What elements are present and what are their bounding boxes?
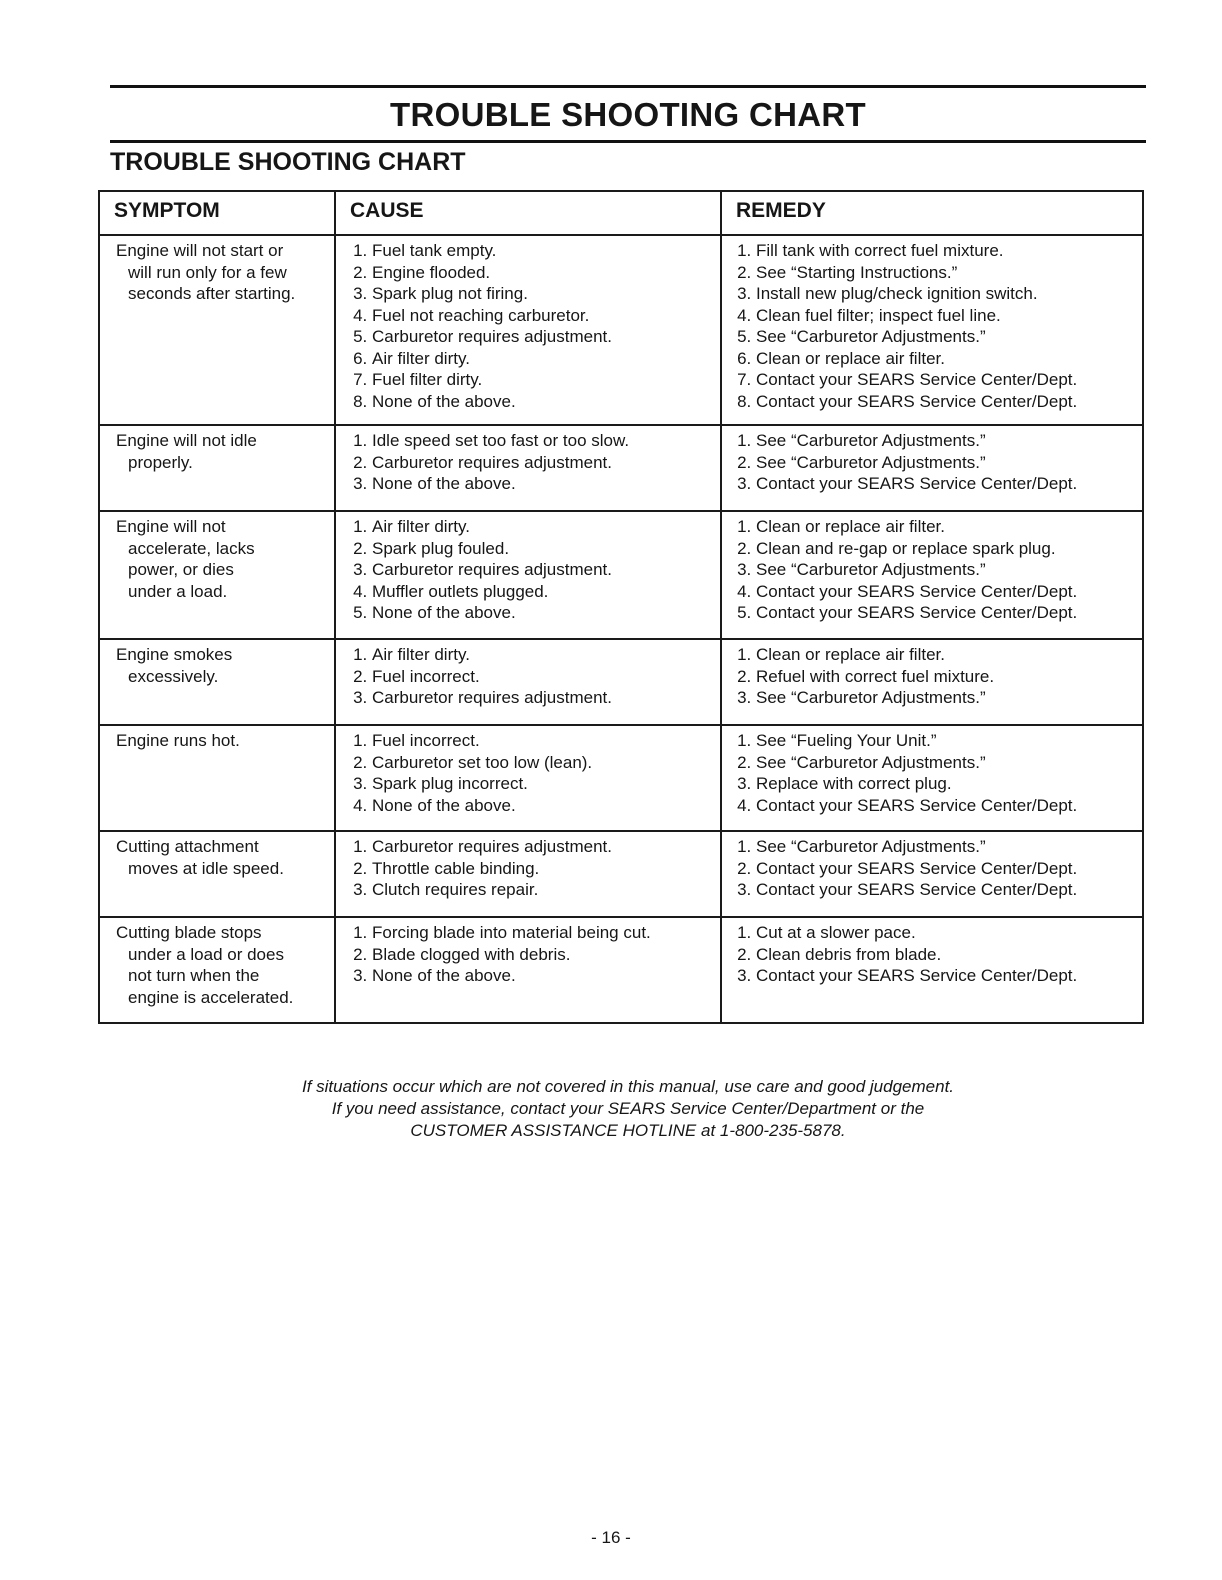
- cause-item: 3. Clutch requires repair.: [372, 879, 714, 901]
- table-header-row: [99, 191, 1143, 235]
- symptom-line: Cutting blade stops: [116, 923, 262, 942]
- remedy-item: 1. Fill tank with correct fuel mixture.: [756, 240, 1136, 262]
- cause-item: 1. Carburetor requires adjustment.: [372, 836, 714, 858]
- cause-item: 4. Muffler outlets plugged.: [372, 581, 714, 603]
- page-number: - 16 -: [591, 1528, 631, 1547]
- cause-item: 1. Fuel tank empty.: [372, 240, 714, 262]
- symptom-line: moves at idle speed.: [128, 858, 284, 878]
- remedy-item: 3. Install new plug/check ignition switch.: [756, 283, 1136, 305]
- remedy-item: 3. Replace with correct plug.: [756, 773, 1136, 795]
- remedy-item: 5. Contact your SEARS Service Center/Dept.: [756, 602, 1136, 624]
- footer-line: CUSTOMER ASSISTANCE HOTLINE at 1-800-235-5878.: [410, 1121, 846, 1140]
- cause-cell-list: [348, 836, 714, 901]
- cause-item: 2. Spark plug fouled.: [372, 538, 714, 560]
- cause-cell: [335, 917, 721, 1023]
- symptom-cell: [99, 511, 335, 639]
- header-remedy: REMEDY: [721, 191, 1143, 235]
- remedy-item: 2. See “Carburetor Adjustments.”: [756, 752, 1136, 774]
- cause-item: 2. Engine flooded.: [372, 262, 714, 284]
- cause-cell: [335, 831, 721, 917]
- cause-item: 3. Spark plug incorrect.: [372, 773, 714, 795]
- header-symptom: SYMPTOM: [99, 191, 335, 235]
- cause-item: 7. Fuel filter dirty.: [372, 369, 714, 391]
- table-row: [99, 831, 1143, 917]
- remedy-cell: [721, 235, 1143, 425]
- symptom-line: power, or dies: [128, 560, 234, 579]
- remedy-item: 1. See “Carburetor Adjustments.”: [756, 836, 1136, 858]
- remedy-cell: [721, 425, 1143, 511]
- cause-item: 2. Throttle cable binding.: [372, 858, 714, 880]
- cause-item: 1. Fuel incorrect.: [372, 730, 714, 752]
- cause-cell-list: [348, 644, 714, 709]
- top-rule: [110, 85, 1146, 88]
- remedy-item: 2. Clean debris from blade.: [756, 944, 1136, 966]
- symptom-cell: [99, 639, 335, 725]
- symptom-line: Engine will not start or: [116, 241, 284, 260]
- remedy-item: 3. Contact your SEARS Service Center/Dept.: [756, 965, 1136, 987]
- header-cause: CAUSE: [335, 191, 721, 235]
- cause-cell: [335, 725, 721, 831]
- section-title: TROUBLE SHOOTING CHART: [110, 148, 466, 176]
- symptom-line: Engine will not: [116, 517, 226, 536]
- symptom-line: properly.: [128, 452, 193, 472]
- footer-line: If situations occur which are not covered in this manual, use care and good judgement.: [301, 1077, 955, 1096]
- table-row: [99, 235, 1143, 425]
- remedy-cell: [721, 639, 1143, 725]
- cause-item: 1. Idle speed set too fast or too slow.: [372, 430, 714, 452]
- cause-item: 2. Carburetor requires adjustment.: [372, 452, 714, 474]
- cause-cell: [335, 511, 721, 639]
- cause-item: 2. Carburetor set too low (lean).: [372, 752, 714, 774]
- symptom-line: will run only for a few: [128, 262, 287, 282]
- remedy-item: 2. Contact your SEARS Service Center/Dept.: [756, 858, 1136, 880]
- cause-cell-list: [348, 730, 714, 816]
- cause-cell: [335, 235, 721, 425]
- symptom-cell: [99, 425, 335, 511]
- remedy-item: 7. Contact your SEARS Service Center/Dept.: [756, 369, 1136, 391]
- cause-item: 3. Carburetor requires adjustment.: [372, 559, 714, 581]
- cause-cell-list: [348, 516, 714, 624]
- remedy-cell: [721, 725, 1143, 831]
- remedy-item: 2. See “Carburetor Adjustments.”: [756, 452, 1136, 474]
- remedy-cell-list: [732, 430, 1136, 495]
- symptom-line: excessively.: [128, 666, 219, 686]
- symptom-line: under a load or does: [128, 944, 284, 964]
- cause-item: 4. None of the above.: [372, 795, 714, 817]
- symptom-cell: [99, 235, 335, 425]
- symptom-line: Engine runs hot.: [116, 731, 240, 750]
- table-body: [99, 235, 1143, 1023]
- cause-item: 6. Air filter dirty.: [372, 348, 714, 370]
- symptom-line: not turn when the: [128, 966, 260, 985]
- remedy-item: 1. Clean or replace air filter.: [756, 644, 1136, 666]
- cause-item: 4. Fuel not reaching carburetor.: [372, 305, 714, 327]
- symptom-line: Engine will not idle: [116, 431, 257, 450]
- remedy-cell-list: [732, 240, 1136, 412]
- cause-cell: [335, 425, 721, 511]
- remedy-item: 1. See “Fueling Your Unit.”: [756, 730, 1136, 752]
- remedy-item: 8. Contact your SEARS Service Center/Dept.: [756, 391, 1136, 413]
- table-row: [99, 917, 1143, 1023]
- cause-cell-list: [348, 430, 714, 495]
- remedy-item: 1. See “Carburetor Adjustments.”: [756, 430, 1136, 452]
- remedy-item: 3. Contact your SEARS Service Center/Dept.: [756, 473, 1136, 495]
- remedy-item: 6. Clean or replace air filter.: [756, 348, 1136, 370]
- remedy-item: 3. See “Carburetor Adjustments.”: [756, 687, 1136, 709]
- title-underline-rule: [110, 140, 1146, 143]
- cause-item: 3. Carburetor requires adjustment.: [372, 687, 714, 709]
- page-title: TROUBLE SHOOTING CHART: [390, 96, 866, 133]
- cause-item: 3. None of the above.: [372, 965, 714, 987]
- cause-item: 1. Air filter dirty.: [372, 644, 714, 666]
- cause-cell: [335, 639, 721, 725]
- remedy-cell-list: [732, 516, 1136, 624]
- footer-line: If you need assistance, contact your SEARS Service Center/Department or the: [331, 1099, 925, 1118]
- cause-item: 5. None of the above.: [372, 602, 714, 624]
- symptom-cell: [99, 917, 335, 1023]
- remedy-item: 4. Clean fuel filter; inspect fuel line.: [756, 305, 1136, 327]
- footer-note: [110, 1076, 1146, 1142]
- table-row: [99, 425, 1143, 511]
- cause-item: 5. Carburetor requires adjustment.: [372, 326, 714, 348]
- symptom-line: engine is accelerated.: [128, 987, 294, 1007]
- remedy-item: 4. Contact your SEARS Service Center/Dept.: [756, 581, 1136, 603]
- cause-item: 3. Spark plug not firing.: [372, 283, 714, 305]
- cause-item: 8. None of the above.: [372, 391, 714, 413]
- symptom-cell: [99, 725, 335, 831]
- remedy-item: 2. See “Starting Instructions.”: [756, 262, 1136, 284]
- remedy-item: 3. See “Carburetor Adjustments.”: [756, 559, 1136, 581]
- symptom-line: accelerate, lacks: [128, 538, 255, 558]
- remedy-cell: [721, 831, 1143, 917]
- table-row: [99, 639, 1143, 725]
- table-row: [99, 725, 1143, 831]
- trouble-shooting-table: [98, 190, 1144, 1024]
- cause-cell-list: [348, 922, 714, 987]
- cause-item: 2. Blade clogged with debris.: [372, 944, 714, 966]
- remedy-cell-list: [732, 836, 1136, 901]
- cause-item: 1. Forcing blade into material being cut.: [372, 922, 714, 944]
- remedy-item: 2. Clean and re-gap or replace spark plug.: [756, 538, 1136, 560]
- symptom-line: under a load.: [128, 581, 228, 601]
- remedy-item: 3. Contact your SEARS Service Center/Dept.: [756, 879, 1136, 901]
- cause-item: 2. Fuel incorrect.: [372, 666, 714, 688]
- remedy-cell-list: [732, 922, 1136, 987]
- remedy-item: 5. See “Carburetor Adjustments.”: [756, 326, 1136, 348]
- remedy-item: 4. Contact your SEARS Service Center/Dept.: [756, 795, 1136, 817]
- table-row: [99, 511, 1143, 639]
- symptom-line: Cutting attachment: [116, 837, 259, 856]
- symptom-line: Engine smokes: [116, 645, 233, 664]
- symptom-cell: [99, 831, 335, 917]
- cause-item: 1. Air filter dirty.: [372, 516, 714, 538]
- remedy-cell: [721, 511, 1143, 639]
- remedy-item: 1. Clean or replace air filter.: [756, 516, 1136, 538]
- cause-item: 3. None of the above.: [372, 473, 714, 495]
- remedy-cell: [721, 917, 1143, 1023]
- remedy-item: 2. Refuel with correct fuel mixture.: [756, 666, 1136, 688]
- remedy-item: 1. Cut at a slower pace.: [756, 922, 1136, 944]
- cause-cell-list: [348, 240, 714, 412]
- symptom-line: seconds after starting.: [128, 284, 296, 303]
- remedy-cell-list: [732, 644, 1136, 709]
- remedy-cell-list: [732, 730, 1136, 816]
